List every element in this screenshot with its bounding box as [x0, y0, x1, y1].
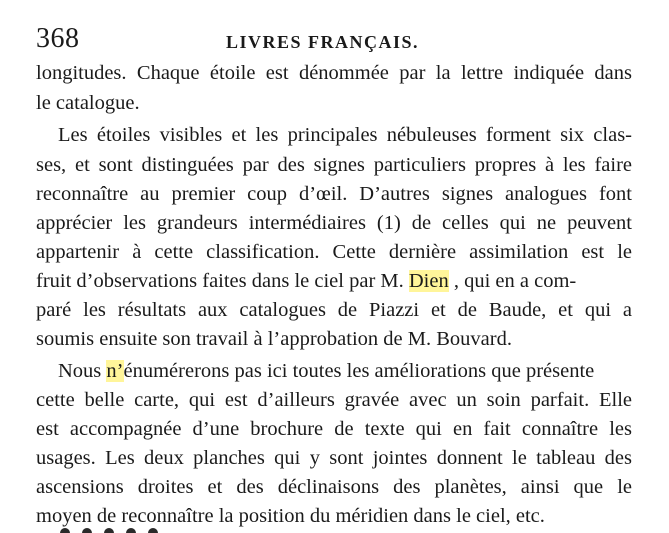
text-line: moyen de reconnaître la position du méridien dans le ciel, etc. [36, 505, 545, 527]
text-line: longitudes. Chaque étoile est dénommée par la lettre indiquée dans [36, 62, 632, 84]
text-line: ascensions droites et des déclinaisons des planètes, ainsi que le [36, 476, 632, 498]
line-segment: énumérerons pas ici toutes les améliorations que présente [123, 360, 595, 382]
text-line: apprécier les grandeurs intermédiaires (1) de celles qui ne peuvent [36, 212, 632, 234]
text-line: le catalogue. [36, 92, 140, 114]
text-line: est accompagnée d’une brochure de texte qui en fait connaître les [36, 418, 632, 440]
line-segment: , qui en a com- [453, 270, 577, 292]
running-title: LIVRES FRANÇAIS. [226, 32, 420, 52]
text-line: soumis ensuite son travail à l’approbation de M. Bouvard. [36, 328, 512, 350]
line-segment: Nous [58, 360, 102, 382]
line-segment: fruit d’observations faites dans le ciel par M. [36, 270, 404, 292]
cropped-next-line [60, 521, 180, 533]
text-line: cette belle carte, qui est d’ailleurs gravée avec un soin parfait. Elle [36, 389, 632, 411]
page-number: 368 [36, 23, 80, 54]
text-line-with-highlight [36, 266, 632, 296]
text-line: appartenir à cette classification. Cette dernière assimilation est le [36, 241, 632, 263]
paragraph-start-line: Les étoiles visibles et les principales nébuleuses forment six clas- [58, 124, 632, 146]
text-line: reconnaître au premier coup d’œil. D’autres signes analogues font [36, 183, 632, 205]
text-line: ses, et sont distinguées par des signes particuliers propres à les faire [36, 154, 632, 176]
highlighted-word: Dien [408, 270, 449, 292]
text-line: paré les résultats aux catalogues de Piazzi et de Baude, et qui a [36, 299, 632, 321]
highlighted-word: n’ [106, 360, 124, 382]
paragraph-start-line-with-highlight [36, 356, 632, 386]
text-line: usages. Les deux planches qui y sont jointes donnent le tableau des [36, 447, 632, 469]
page-header [36, 22, 636, 56]
